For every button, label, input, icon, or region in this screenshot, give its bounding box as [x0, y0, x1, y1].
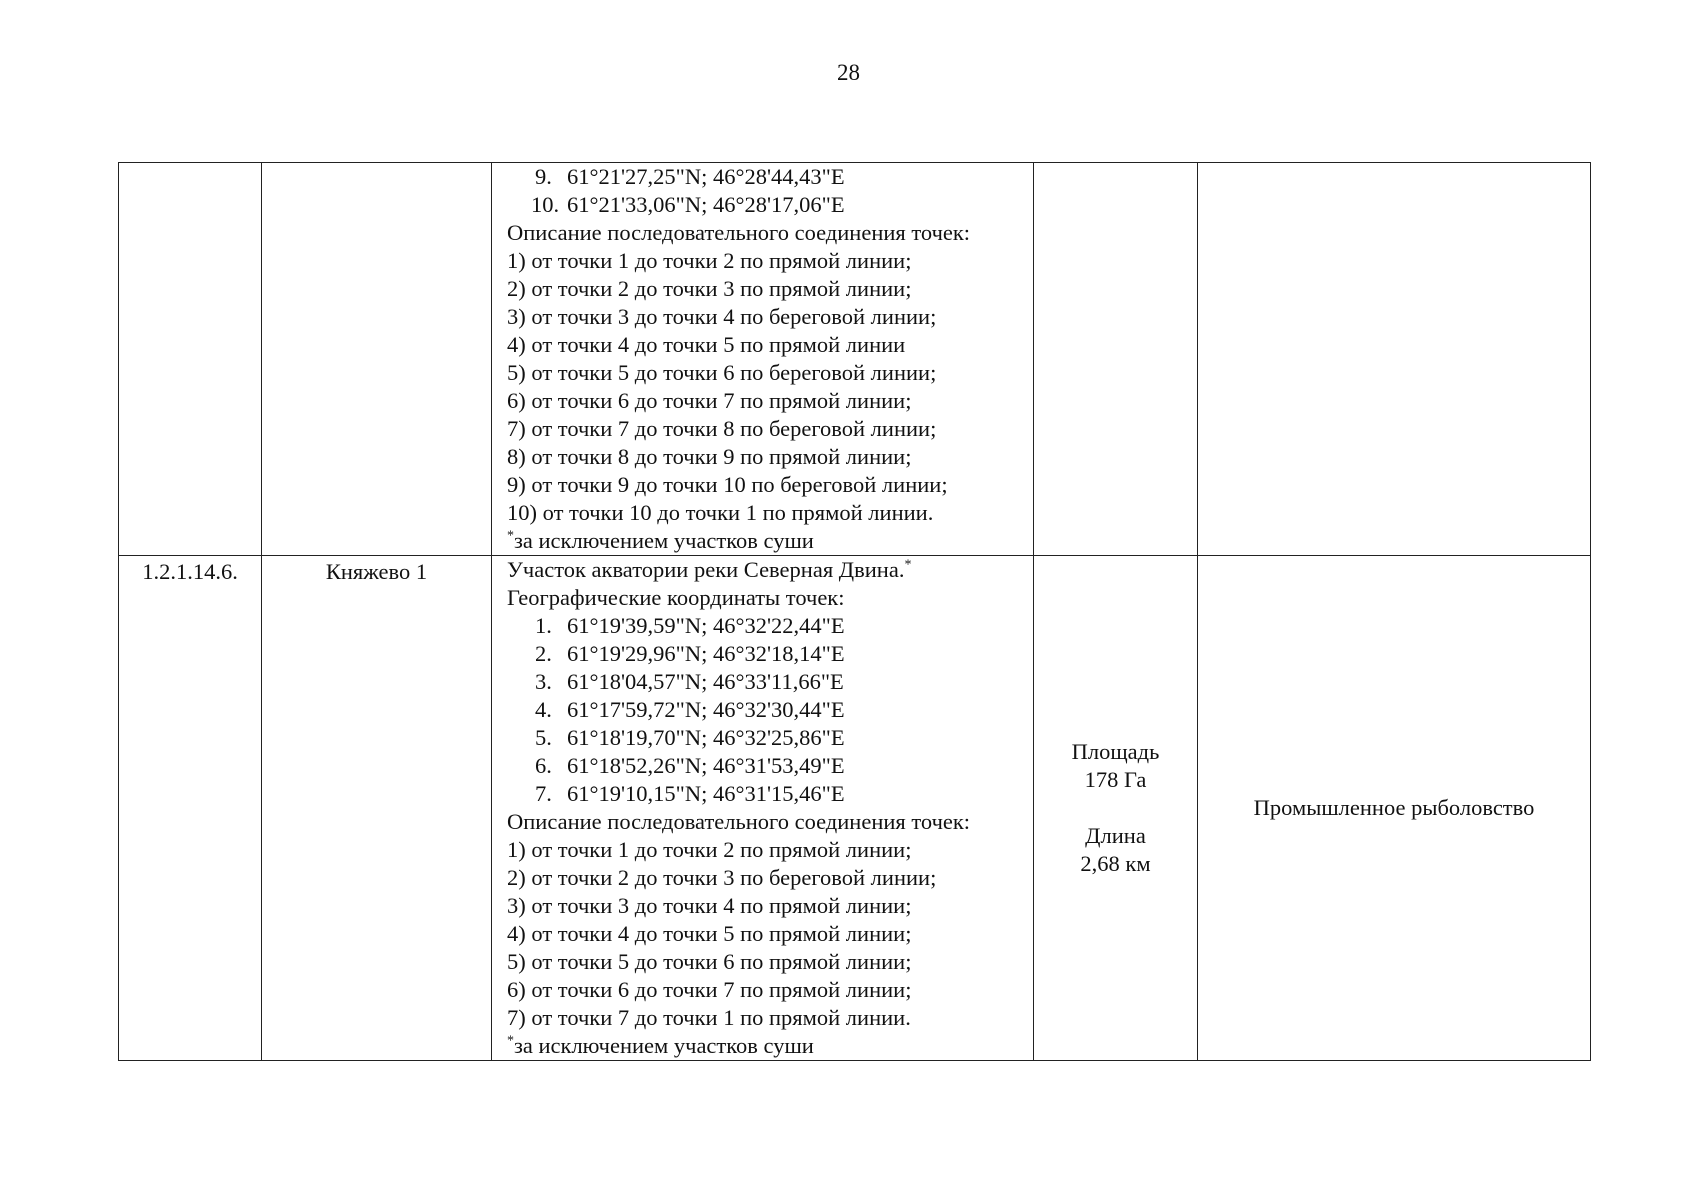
point-line: 9. 61°21'27,25"N; 46°28'44,43"E: [535, 164, 845, 189]
coords-heading: Географические координаты точек:: [507, 585, 845, 610]
connection-line: 2) от точки 2 до точки 3 по береговой линии;: [507, 865, 937, 890]
cell-parameters-empty: [1034, 163, 1198, 556]
cell-description: [492, 556, 1034, 1061]
point-line: 6. 61°18'52,26"N; 46°31'53,49"E: [535, 753, 845, 778]
cell-usage-empty: [1198, 163, 1591, 556]
cell-number: 1.2.1.14.6.: [119, 556, 262, 1061]
connection-line: 6) от точки 6 до точки 7 по прямой линии;: [507, 388, 912, 413]
cell-description-continued: [492, 163, 1034, 556]
footnote-mark: *: [507, 1033, 514, 1049]
table-row-knyazhevo: [119, 556, 1591, 1061]
connection-line: 10) от точки 10 до точки 1 по прямой линии.: [507, 500, 934, 525]
connection-heading: Описание последовательного соединения точек:: [507, 809, 971, 834]
footnote-mark: *: [507, 528, 514, 544]
connection-line: 7) от точки 7 до точки 1 по прямой линии.: [507, 1005, 911, 1030]
connection-line: 4) от точки 4 до точки 5 по прямой линии;: [507, 921, 912, 946]
connection-line: 3) от точки 3 до точки 4 по прямой линии;: [507, 893, 912, 918]
length-value: 2,68 км: [1080, 851, 1151, 876]
connection-line: 6) от точки 6 до точки 7 по прямой линии;: [507, 977, 912, 1002]
area-label: Площадь: [1071, 739, 1160, 764]
connection-line: 2) от точки 2 до точки 3 по прямой линии;: [507, 276, 912, 301]
connection-line: 1) от точки 1 до точки 2 по прямой линии;: [507, 837, 912, 862]
point-line: 10. 61°21'33,06"N; 46°28'17,06"E: [531, 192, 845, 217]
connection-line: 9) от точки 9 до точки 10 по береговой линии;: [507, 472, 948, 497]
connection-line: 7) от точки 7 до точки 8 по береговой линии;: [507, 416, 937, 441]
area-value: 178 Га: [1084, 767, 1147, 792]
area-title: Участок акватории реки Северная Двина.*: [507, 557, 912, 582]
connection-line: 4) от точки 4 до точки 5 по прямой линии: [507, 332, 906, 357]
fishing-areas-table: [118, 162, 1591, 1061]
point-line: 4. 61°17'59,72"N; 46°32'30,44"E: [535, 697, 845, 722]
cell-name-empty: [262, 163, 492, 556]
point-line: 2. 61°19'29,96"N; 46°32'18,14"E: [535, 641, 845, 666]
page-number: 28: [837, 60, 860, 85]
connection-line: 8) от точки 8 до точки 9 по прямой линии;: [507, 444, 912, 469]
connection-heading: Описание последовательного соединения точек:: [507, 220, 971, 245]
cell-area-name: Княжево 1: [262, 556, 492, 1061]
length-label: Длина: [1085, 823, 1146, 848]
table-row-continued: [119, 163, 1591, 556]
point-line: 7. 61°19'10,15"N; 46°31'15,46"E: [535, 781, 845, 806]
cell-number-empty: [119, 163, 262, 556]
title-footnote-mark: *: [904, 557, 912, 573]
cell-usage: Промышленное рыболовство: [1198, 556, 1591, 1061]
cell-parameters: [1034, 556, 1198, 1061]
footnote-line: *за исключением участков суши: [507, 1033, 814, 1058]
point-line: 5. 61°18'19,70"N; 46°32'25,86"E: [535, 725, 845, 750]
point-line: 3. 61°18'04,57"N; 46°33'11,66"E: [535, 669, 844, 694]
connection-line: 5) от точки 5 до точки 6 по прямой линии;: [507, 949, 912, 974]
connection-line: 1) от точки 1 до точки 2 по прямой линии;: [507, 248, 912, 273]
connection-line: 5) от точки 5 до точки 6 по береговой линии;: [507, 360, 937, 385]
footnote-line: *за исключением участков суши: [507, 528, 814, 553]
point-line: 1. 61°19'39,59"N; 46°32'22,44"E: [535, 613, 845, 638]
connection-line: 3) от точки 3 до точки 4 по береговой линии;: [507, 304, 937, 329]
